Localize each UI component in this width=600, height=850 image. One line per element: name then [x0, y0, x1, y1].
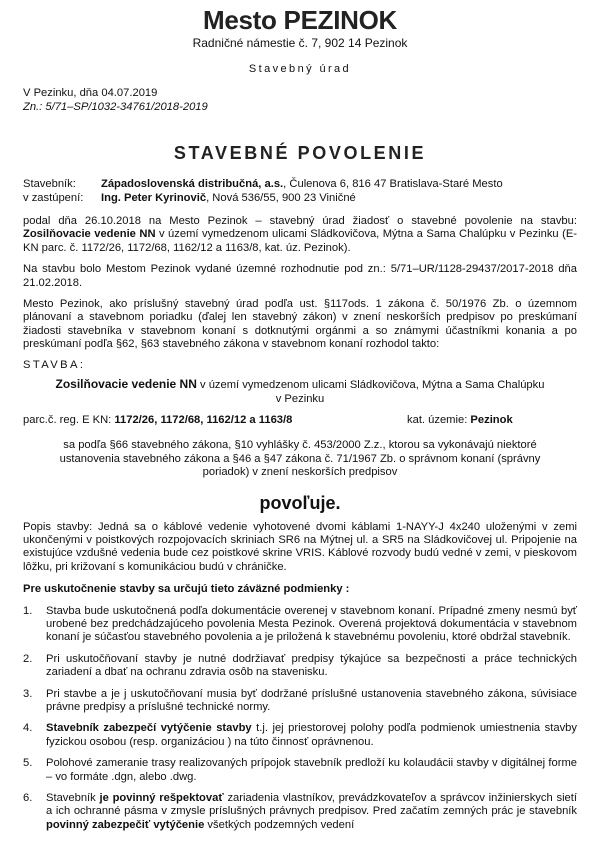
- condition-part: zariadenia vlastníkov, prevádzkovateľov a správcov inžinierskych sietí a ich ochranné pásma v zmysle príslušných právnych predpisov. Pred začatím zemných prác je stavebník: [46, 792, 577, 818]
- issue-date: V Pezinku, dňa 04.07.2019: [23, 87, 158, 100]
- condition-part: všetkých podzemných vedení: [204, 818, 355, 831]
- representative-name: Ing. Peter Kyrinovič: [101, 191, 207, 204]
- cadastral-label: kat. územie:: [407, 413, 471, 426]
- condition-text: [46, 722, 577, 749]
- cadastral-value: Pezinok: [470, 413, 513, 426]
- parcel-numbers: 1172/26, 1172/68, 1162/12 a 1163/8: [114, 413, 293, 426]
- condition-part: Stavebník: [46, 792, 100, 805]
- condition-text: Pri uskutočňovaní stavby je nutné dodržiavať predpisy týkajúce sa bezpečnosti a práce technických zariadení a dbať na ochranu zdravia osôb na stavenisku.: [46, 652, 577, 679]
- project-description: Popis stavby: Jedná sa o káblové vedenie vyhotovené dvomi káblami 1-NAYY-J 4x240 uloženými v zemi ukončenými v poistkových rozpojovacích skriniach SR6 na Mýtnej ul. a SR5 na Sládkovičovej ul. Pripojenie na existujúce vzdušné vedenia bude cez poistkové skrine VRIS. Káblové rozvody budú vedné v zemi, v pieskovom lôžku, pri križovaní s komunikáciou budú v chráničke.: [23, 520, 577, 573]
- condition-number: 1.: [23, 604, 33, 617]
- condition-number: 3.: [23, 687, 33, 700]
- municipality-title: Mesto PEZINOK: [202, 5, 397, 35]
- stavba-name: [23, 378, 577, 406]
- condition-rest: t.j. jej priestorovej polohy podľa podmienok umiestnenia stavby fyzickou osobou (resp. organizáciou ) na túto činnosť oprávnenou.: [46, 722, 577, 748]
- condition-text: Pri stavbe a je j uskutočňovaní musia byť dodržané príslušné ustanovenia stavebného zákona, súvisiace právne predpisy a príslušné technické normy.: [46, 687, 577, 713]
- stavba-name-rest: v území vymedzenom ulicami Sládkovičova, Mýtna a Sama Chalúpku v Pezinku: [196, 379, 545, 405]
- condition-text: [46, 792, 577, 832]
- authority-paragraph: Mesto Pezinok, ako príslušný stavebný úrad podľa ust. §117ods. 1 zákona č. 50/1976 Zb. o územnom plánovaní a stavebnom poriadku (ďalej len stavebný zákon) v znení neskorších predpisov po preskúmaní žiadosti stavebníka v stavebnom konaní s dotknutými orgánmi a so známymi účastníkmi konania a po preskúmaní podľa §62, §63 stavebného zákona v stavebnom konaní rozhodol takto:: [23, 298, 577, 351]
- condition-number: 2.: [23, 652, 33, 665]
- office-name: Stavebný úrad: [248, 63, 352, 75]
- reference-number: Zn.: 5/71–SP/1032-34761/2018-2019: [23, 100, 208, 113]
- document-heading: STAVEBNÉ POVOLENIE: [173, 143, 427, 164]
- condition-item: [23, 757, 577, 784]
- municipality-address: Radničné námestie č. 7, 902 14 Pezinok: [192, 36, 408, 50]
- application-project-name: Zosilňovacie vedenie NN: [23, 228, 156, 241]
- condition-number: 4.: [23, 722, 33, 735]
- zoning-decision-paragraph: Na stavbu bolo Mestom Pezinok vydané územné rozhodnutie pod zn.: 5/71–UR/1128-29437/2017-2018 dňa 21.02.2018.: [23, 263, 577, 289]
- condition-item: [23, 722, 577, 749]
- condition-bold: je povinný rešpektovať: [99, 792, 224, 805]
- parcel-info: [23, 414, 407, 427]
- condition-number: 6.: [23, 792, 33, 805]
- builder-row: [23, 178, 577, 191]
- conditions-heading: Pre uskutočnenie stavby sa určujú tieto záväzné podmienky :: [23, 583, 350, 596]
- conditions-list: [23, 605, 577, 833]
- builder-name: Západoslovenská distribučná, a.s.: [101, 178, 284, 191]
- representative-address: , Nová 536/55, 900 23 Viničné: [206, 191, 356, 204]
- parcel-prefix: parc.č. reg. E KN:: [23, 413, 115, 426]
- parcel-row: [23, 414, 577, 427]
- builder-label: Stavebník:: [23, 178, 76, 191]
- application-project-location: v území vymedzenom ulicami Sládkovičova, Mýtna a Sama Chalúpku v Pezinku (E-KN parc. č. 1172/26, 1172/68, 1162/12 a 1163/8, kat. úz. Pezinok).: [23, 228, 578, 254]
- stavba-label: STAVBA:: [23, 358, 86, 371]
- condition-bold: povinný zabezpečiť vytýčenie: [46, 818, 205, 831]
- legal-basis: sa podľa §66 stavebného zákona, §10 vyhlášky č. 453/2000 Z.z., ktorou sa vykonávajú niektoré ustanovenia stavebného zákona a §46 a §47 zákona č. 71/1967 Zb. o správnom konaní (správny poriadok) v znení neskorších predpisov: [59, 439, 541, 479]
- parties-block: [23, 178, 577, 205]
- condition-item: [23, 688, 577, 715]
- condition-item: [23, 792, 577, 832]
- builder-address: , Čulenova 6, 816 47 Bratislava-Staré Mesto: [283, 178, 503, 191]
- application-paragraph: [23, 215, 577, 255]
- condition-text: Polohové zameranie trasy realizovaných prípojok stavebník predloží ku kolaudácii stavby v digitálnej forme – vo formáte .dgn, alebo .dwg.: [46, 757, 577, 783]
- builder-info: [101, 178, 503, 191]
- condition-number: 5.: [23, 757, 33, 770]
- decision-verdict: povoľuje.: [259, 492, 341, 513]
- representative-row: [23, 192, 577, 205]
- condition-bold: Stavebník zabezpečí vytýčenie stavby: [46, 722, 252, 735]
- representative-label: v zastúpení:: [23, 191, 84, 204]
- stavba-name-bold: Zosilňovacie vedenie NN: [55, 377, 197, 392]
- condition-item: [23, 605, 577, 645]
- representative-info: [101, 192, 356, 205]
- application-text: podal dňa 26.10.2018 na Mesto Pezinok – stavebný úrad žiadosť o stavebné povolenie na stavbu:: [23, 215, 577, 228]
- condition-text: Stavba bude uskutočnená podľa dokumentácie overenej v stavebnom konaní. Prípadné zmeny nesmú byť urobené bez predchádzajúceho povolenia Mesta Pezinok. Overená projektová dokumentácia v stavebnom konaní je súčasťou stavebného povolenia a je priložená k stavebnému povoleniu, ktoré obdržal stavebník.: [46, 604, 577, 644]
- condition-item: [23, 653, 577, 680]
- cadastral-area: [407, 414, 577, 427]
